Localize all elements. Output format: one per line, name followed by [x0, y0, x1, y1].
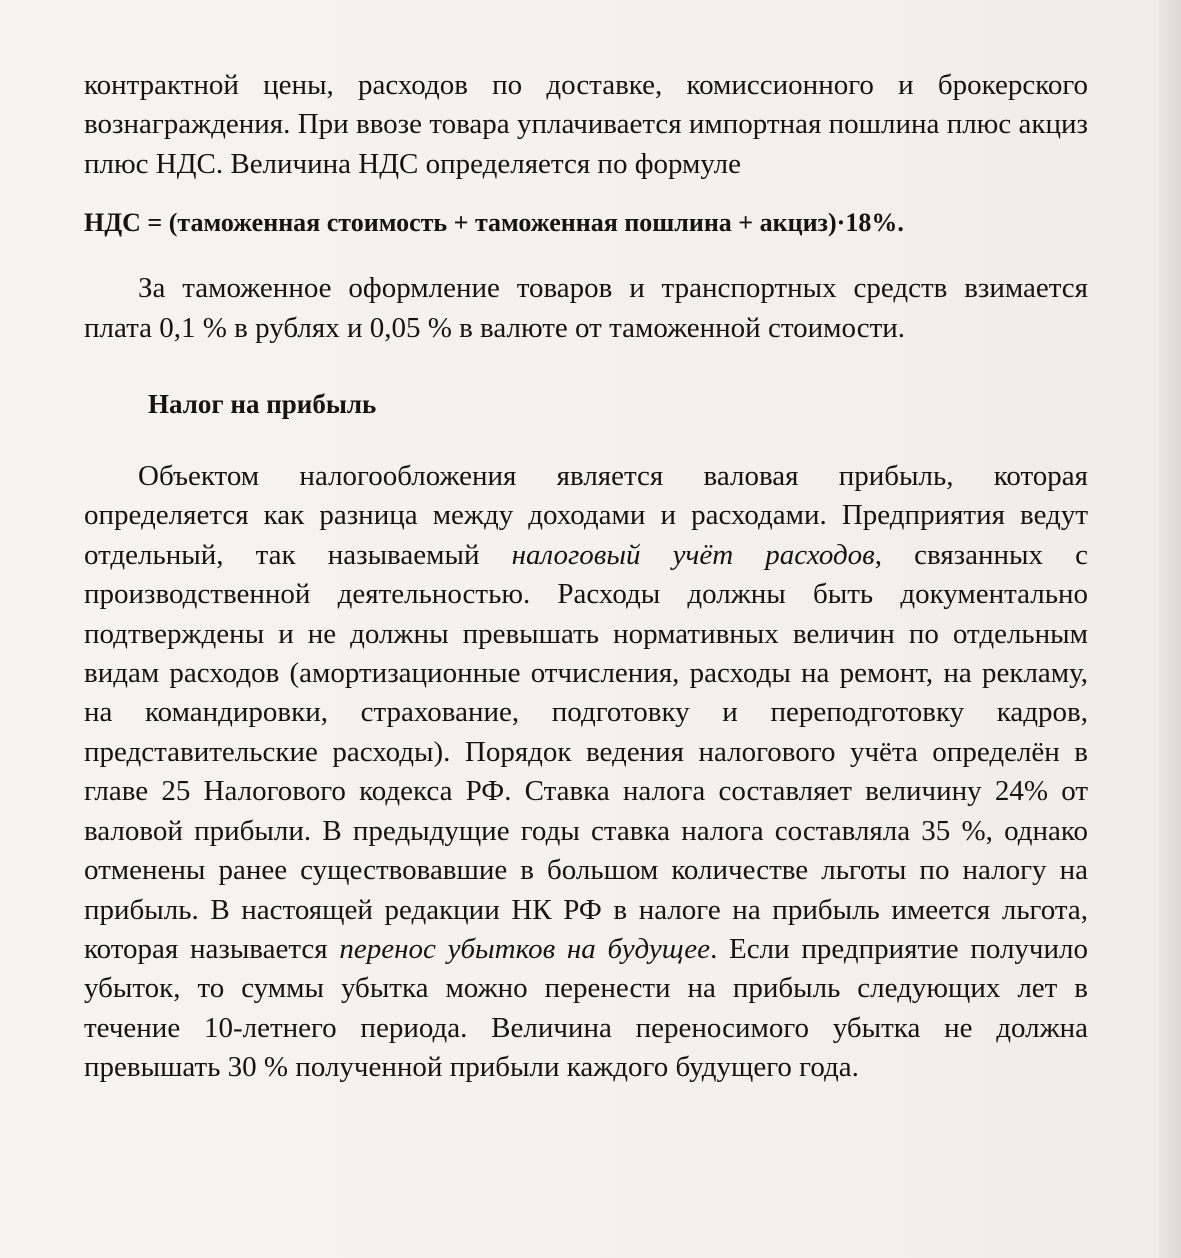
paragraph-customs-value: контрактной цены, расходов по доставке, комиссионного и брокерского вознаграждения. При ввозе товара уплачивается импортная пошлина плюс акциз плюс НДС. Величина НДС определяется по формуле — [84, 69, 1088, 180]
vat-formula: НДС = (таможенная стоимость + таможенная пошлина + акциз)·18%. — [84, 208, 904, 238]
paragraph-customs-fee: За таможенное оформление товаров и транспортных средств взимается плата 0,1 % в рублях и 0,05 % в валюте от таможенной стоимости. — [84, 272, 1088, 344]
term-tax-accounting: налоговый учёт расходов — [511, 538, 875, 571]
paragraph-profit-tax — [84, 457, 1088, 1088]
term-loss-carryforward: перенос убытков на будущее — [339, 932, 711, 965]
section-heading: Налог на прибыль — [148, 389, 377, 420]
profit-tax-text-2: , связанных с производственной деятельностью. Расходы должны быть документально подтверждены и не должны превышать нормативных величин по отдельным видам расходов (амортизационные отчисления, расходы на ремонт, на рекламу, на командировки, страхование, подготовку и переподготовку кадров, представительские расходы). Порядок ведения налогового учёта определён в главе 25 Налогового кодекса РФ. Ставка налога составляет величину 24% от валовой прибыли. В предыдущие годы ставка налога составляла 35 %, однако отменены ранее существовавшие в большом количестве льготы по налогу на прибыль. В настоящей редакции НК РФ в налоге на прибыль имеется льгота, которая называется — [84, 538, 1089, 965]
profit-tax-text-1: Объектом налогообложения является валовая прибыль, которая определяется как разница между доходами и расходами. Предприятия ведут отдельный, так называемый — [84, 460, 1088, 571]
profit-tax-text-3: . Если предприятие получило убыток, то суммы убытка можно перенести на прибыль следующих лет в течение 10-летнего периода. Величина переносимого убытка не должна превышать 30 % полученной прибыли каждого будущего года. — [84, 932, 1089, 1084]
page-edge — [1159, 0, 1181, 1258]
page-text — [84, 66, 1088, 1088]
